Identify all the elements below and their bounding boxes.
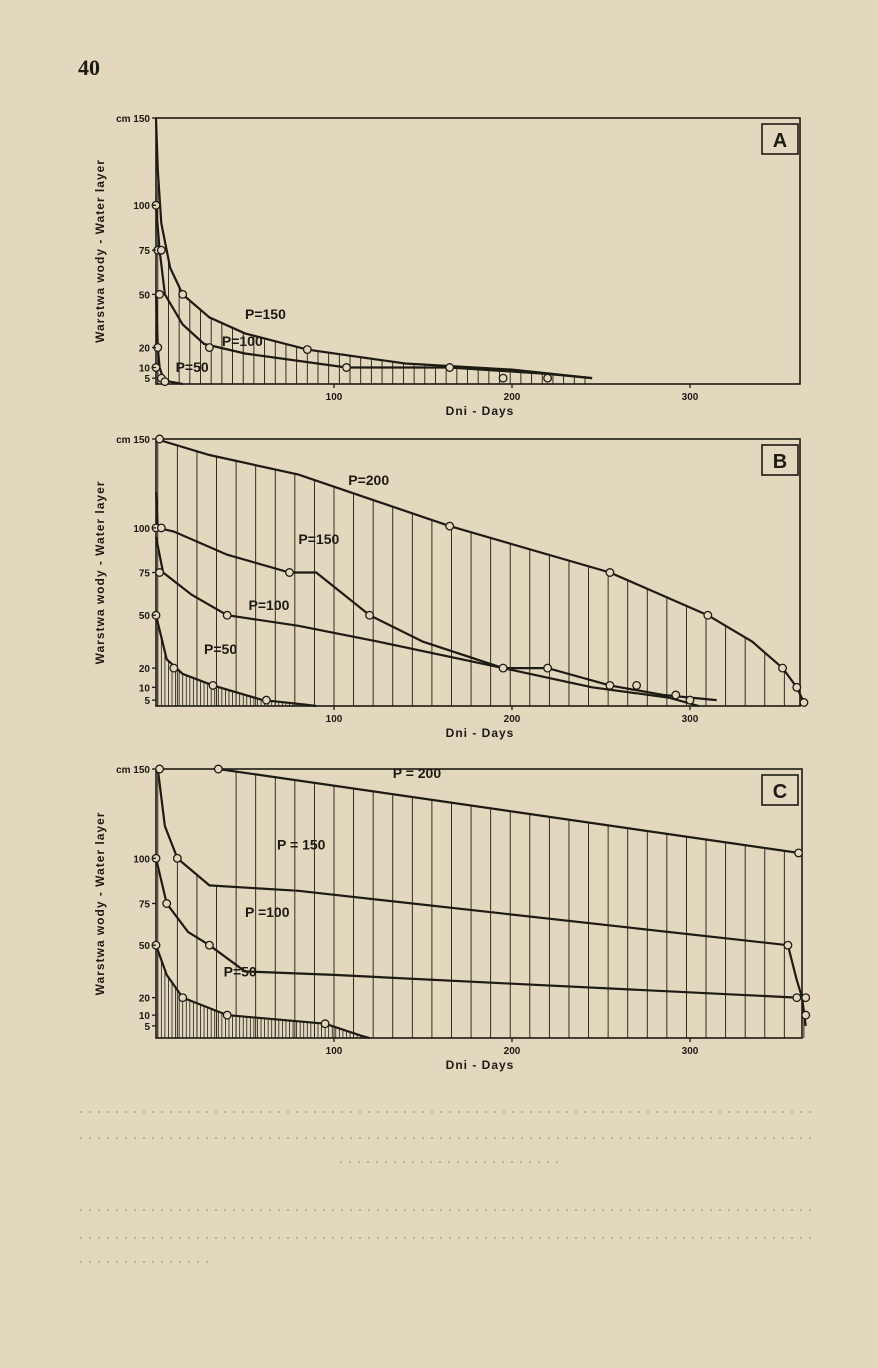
data-marker — [544, 374, 552, 382]
data-marker — [156, 765, 164, 773]
data-marker — [633, 682, 641, 690]
data-marker — [286, 569, 294, 577]
data-marker — [784, 941, 792, 949]
y-tick-label: 5 — [144, 1021, 150, 1033]
series-label: P=150 — [245, 306, 286, 323]
y-tick-label: 20 — [138, 664, 150, 676]
series-label: P =100 — [245, 903, 290, 920]
y-tick-label: 100 — [133, 201, 150, 213]
data-marker — [606, 569, 614, 577]
panel-C — [93, 765, 810, 1072]
data-marker — [179, 291, 187, 299]
data-marker — [499, 664, 507, 672]
y-tick-label: 100 — [133, 523, 150, 535]
data-marker — [156, 569, 164, 577]
x-tick-label: 100 — [325, 714, 343, 725]
data-marker — [544, 664, 552, 672]
x-tick-label: 300 — [681, 1046, 699, 1057]
x-tick-label: 200 — [503, 714, 521, 725]
y-tick-label: 5 — [144, 374, 150, 386]
data-marker — [802, 994, 810, 1002]
panel-letter: A — [772, 130, 788, 152]
y-tick-label: 75 — [138, 246, 150, 258]
x-tick-label: 300 — [681, 392, 699, 403]
series-label: P=50 — [223, 963, 257, 980]
x-axis-label: Dni - Days — [445, 1058, 515, 1072]
series-label: P = 150 — [277, 836, 326, 853]
series-line — [156, 492, 717, 700]
data-marker — [793, 684, 801, 692]
data-marker — [215, 765, 223, 773]
caption-illegible-lines — [80, 1112, 818, 1262]
panel-letter: B — [772, 451, 788, 473]
hatching — [158, 440, 804, 706]
y-tick-label: 10 — [138, 363, 150, 375]
data-marker — [206, 344, 214, 352]
data-marker — [223, 611, 231, 619]
panels-group — [93, 114, 810, 1072]
series-label: P = 200 — [392, 764, 442, 781]
panel-B — [93, 435, 808, 740]
data-marker — [170, 664, 178, 672]
series-line — [156, 537, 699, 706]
y-tick-label: 50 — [138, 611, 150, 623]
panel-A — [93, 114, 800, 418]
data-marker — [499, 374, 507, 382]
y-tick-label: 75 — [138, 568, 150, 580]
data-marker — [802, 1011, 810, 1019]
data-marker — [156, 291, 164, 299]
data-marker — [223, 1011, 231, 1019]
series-label: P=100 — [221, 332, 263, 349]
y-tick-label: 5 — [144, 696, 150, 708]
data-marker — [343, 364, 351, 372]
y-axis-label: Warstwa wody - Water layer — [93, 159, 107, 343]
series-label: P=150 — [298, 530, 340, 547]
page-number: 40 — [78, 55, 100, 80]
data-marker — [321, 1020, 329, 1028]
series-label: P=50 — [204, 640, 238, 657]
y-tick-label: cm 150 — [116, 765, 150, 776]
series-label: P=100 — [248, 597, 290, 614]
y-tick-label: 10 — [138, 1011, 150, 1023]
data-marker — [174, 855, 182, 863]
y-tick-label: 10 — [138, 683, 150, 695]
x-tick-label: 100 — [325, 1046, 343, 1057]
series-label: P=50 — [175, 358, 209, 375]
data-marker — [672, 691, 680, 699]
data-marker — [800, 699, 808, 707]
x-tick-label: 300 — [681, 714, 699, 725]
data-marker — [304, 346, 312, 354]
y-axis-label: Warstwa wody - Water layer — [93, 811, 107, 996]
plot-frame — [156, 439, 800, 706]
x-axis-label: Dni - Days — [445, 726, 515, 740]
data-marker — [686, 696, 694, 704]
x-tick-label: 100 — [325, 392, 343, 403]
y-tick-label: 20 — [138, 993, 150, 1005]
data-marker — [704, 611, 712, 619]
y-tick-label: 50 — [138, 941, 150, 953]
x-tick-label: 200 — [503, 392, 521, 403]
x-tick-label: 200 — [503, 1046, 521, 1057]
data-marker — [366, 611, 374, 619]
y-tick-label: 20 — [138, 343, 150, 355]
data-marker — [793, 994, 801, 1002]
data-marker — [779, 664, 787, 672]
data-marker — [163, 900, 171, 908]
x-axis-label: Dni - Days — [445, 404, 515, 418]
data-marker — [446, 364, 454, 372]
y-tick-label: 50 — [138, 290, 150, 302]
data-marker — [795, 849, 803, 857]
data-marker — [161, 378, 169, 386]
data-marker — [179, 994, 187, 1002]
y-axis-label: Warstwa wody - Water layer — [93, 480, 107, 665]
data-marker — [158, 524, 166, 532]
y-tick-label: 75 — [138, 899, 150, 911]
data-marker — [206, 941, 214, 949]
series-label: P=200 — [348, 472, 390, 489]
data-marker — [156, 435, 164, 443]
data-marker — [209, 682, 217, 690]
data-marker — [263, 696, 271, 704]
y-tick-label: cm 150 — [116, 435, 150, 446]
data-marker — [606, 682, 614, 690]
y-tick-label: 100 — [133, 854, 150, 866]
data-marker — [158, 246, 166, 254]
hatching — [158, 170, 585, 384]
data-marker — [446, 522, 454, 530]
y-tick-label: cm 150 — [116, 114, 150, 125]
panel-letter: C — [772, 781, 788, 803]
series-line — [156, 945, 370, 1038]
